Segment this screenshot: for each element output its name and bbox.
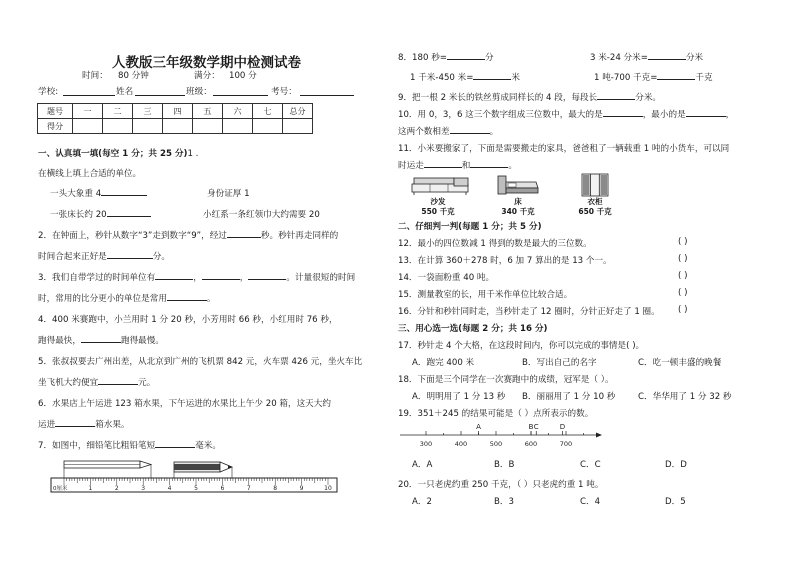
q5-line-1: 5．张叔叔要去广州出差，从北京到广州的飞机票 842 元，火车票 426 元，坐火车比: [38, 357, 363, 367]
q10-text: 这两个数相差: [398, 127, 450, 137]
q8-text: 1 千米-450 米=: [410, 73, 474, 83]
q1-fill-2: 身份证厚 1: [207, 189, 250, 199]
q2-text: 2．在钟面上，秒针从数字“3”走到数字“9”，经过: [38, 231, 227, 241]
q20-option-a[interactable]: A．2: [412, 497, 432, 507]
bed-icon: [496, 174, 540, 196]
q7-text: 毫米。: [195, 441, 221, 451]
score-input-cell[interactable]: [103, 119, 133, 134]
section-3-title: 三、用心选一选(每题 2 分；共 16 分): [398, 324, 548, 334]
score-cell: 一: [73, 104, 103, 119]
thin-pencil-icon: [64, 461, 151, 478]
q8-line-1a: [398, 51, 494, 63]
q9-text: 9．把一根 2 米长的铁丝剪成同样长的 4 段，每段长: [398, 93, 598, 103]
score-input-cell[interactable]: [283, 119, 313, 134]
time-label: 时间：: [82, 71, 108, 81]
judge-14: 14．一袋面粉重 40 吨。: [398, 273, 495, 283]
score-cell: 二: [103, 104, 133, 119]
ruler-tick-label: 3: [141, 485, 146, 492]
sofa-icon: [410, 174, 474, 196]
score-input-cell[interactable]: [253, 119, 283, 134]
q20-option-b[interactable]: B．3: [494, 497, 514, 507]
score-input-cell[interactable]: [223, 119, 253, 134]
q17-option-c[interactable]: C．吃一顿丰盛的晚餐: [638, 358, 722, 368]
q19-option-c[interactable]: C．C: [580, 460, 601, 470]
number-line-point-label: C: [533, 423, 539, 431]
wardrobe-name: 衣柜: [587, 197, 603, 206]
q3-line-2: [38, 292, 216, 304]
q2-line-2: [38, 250, 170, 262]
q8-line-2b: [594, 71, 713, 83]
q6-line-1: 6．水果店上午运进 123 箱水果，下午运进的水果比上午少 20 箱，这天大约: [38, 399, 331, 409]
judge-13-paren[interactable]: ( ): [678, 254, 688, 264]
score-table-header-row: [38, 104, 313, 119]
number-line-point-label: A: [476, 423, 481, 431]
score-input-cell[interactable]: [133, 119, 163, 134]
score-cell: 总分: [283, 104, 313, 119]
q4-line-1: 4．400 米赛跑中，小兰用时 1 分 20 秒，小芳用时 66 秒，小红用时 76 秒，: [38, 315, 338, 325]
q20-option-c[interactable]: C．4: [580, 497, 601, 507]
wardrobe-weight: 650 千克: [578, 207, 612, 216]
number-line-arrow: [596, 433, 602, 438]
q6-line-2: [38, 418, 130, 430]
score-value: 100 分: [229, 71, 257, 81]
ruler-tick-label: 6: [220, 485, 225, 492]
answer-blank[interactable]: [155, 271, 193, 280]
judge-12-paren[interactable]: ( ): [678, 237, 688, 247]
q8-line-2a: [410, 71, 520, 83]
q18-option-b[interactable]: B．丽丽用了 1 分 10 秒: [522, 392, 616, 402]
q11-text: 时运走: [398, 161, 424, 171]
q19-option-b[interactable]: B．B: [494, 460, 515, 470]
score-table-score-row: [38, 119, 313, 134]
score-cell: 四: [163, 104, 193, 119]
answer-blank[interactable]: [98, 376, 138, 385]
q3-text: 。计量很短的时间: [286, 273, 356, 283]
answer-blank[interactable]: [227, 229, 261, 238]
ruler-tick-label: 7: [246, 485, 251, 492]
judge-15: 15．测量教室的长，用千米作单位比较合适。: [398, 290, 573, 300]
q11-line-1: 11．小米要搬家了，下面是需要搬走的家具，爸爸租了一辆载重 1 吨的小货车，可以同: [398, 144, 730, 154]
answer-blank[interactable]: [167, 292, 207, 301]
judge-14-paren[interactable]: ( ): [678, 271, 688, 281]
answer-blank[interactable]: [597, 91, 635, 100]
q8-text: 米: [511, 73, 521, 83]
q1-fill-1-text: 一头大象重 4: [50, 189, 102, 199]
q20-option-d[interactable]: D．5: [665, 497, 686, 507]
ruler-tick-label: 2: [114, 485, 119, 492]
q10-text: ，最小的是: [642, 110, 686, 120]
q5-text: 元。: [138, 378, 156, 388]
q8-text: 8．180 秒=: [398, 53, 447, 63]
ruler-zero-label: 0厘米: [53, 486, 68, 492]
number-line-label: 700: [559, 440, 573, 448]
ruler-tick-label: 8: [273, 485, 278, 492]
q2-text: 秒。秒针再走同样的: [260, 231, 339, 241]
score-cell: 五: [193, 104, 223, 119]
score-input-cell[interactable]: [73, 119, 103, 134]
q8-text: 分米: [685, 53, 704, 63]
thick-pencil-icon: [174, 462, 232, 478]
ruler-figure: [50, 458, 340, 494]
answer-blank[interactable]: [107, 250, 153, 259]
q6-text: 箱水果。: [95, 420, 130, 430]
q11-text: 。: [508, 161, 518, 171]
q9-line: [398, 91, 661, 103]
q19-stem: 19．351＋245 的结果可能是（ ）点所表示的数。: [398, 409, 594, 419]
section-1-tail: 1 .: [187, 149, 199, 159]
q19-option-a[interactable]: A．A: [412, 460, 433, 470]
name-field[interactable]: [135, 87, 185, 96]
q17-option-a[interactable]: A．跑完 400 米: [412, 358, 475, 368]
q3-text: 。: [206, 294, 216, 304]
score-cell: 得分: [38, 119, 73, 134]
ruler-tick-label: 10: [324, 485, 332, 492]
number-line-label: 500: [489, 440, 503, 448]
q8-line-1b: [590, 51, 703, 63]
judge-12: 12．最小的四位数减 1 得到的数是最大的三位数。: [398, 239, 592, 249]
q8-text: 千克: [695, 73, 713, 83]
number-line-point-label: B: [528, 423, 534, 431]
q2-text: 分。: [152, 252, 170, 262]
judge-16-paren[interactable]: ( ): [678, 305, 688, 315]
q20-stem: 20．一只老虎约重 250 千克，（ ）只老虎约重 1 吨。: [398, 480, 604, 490]
number-line-point-label: D: [559, 423, 566, 431]
bed-weight: 340 千克: [501, 207, 535, 216]
school-field[interactable]: [63, 87, 115, 96]
answer-blank[interactable]: [603, 108, 643, 117]
answer-blank[interactable]: [470, 159, 508, 168]
q5-line-2: [38, 376, 155, 388]
ruler-tick-label: 1: [88, 485, 93, 492]
class-field[interactable]: [213, 87, 268, 96]
class-label: 班级：: [186, 87, 212, 97]
q9-text: 分米。: [635, 93, 662, 103]
section-1-header: [38, 147, 198, 159]
q7-line-1: [38, 439, 221, 451]
q2-line-1: [38, 229, 338, 241]
q6-text: 运进: [38, 420, 56, 430]
q3-text: 时，常用的比分更小的单位是常用: [38, 294, 167, 304]
answer-blank[interactable]: [424, 159, 462, 168]
exam-no-field[interactable]: [300, 87, 354, 96]
q7-text: 7．如图中，细铅笔比粗铅笔短: [38, 441, 156, 451]
section-1-title: 一、认真填一填(每空 1 分；共 25 分): [38, 149, 188, 159]
q4-text: 跑得最快，: [38, 336, 81, 346]
answer-blank[interactable]: [447, 51, 485, 60]
q4-line-2: [38, 334, 164, 346]
q1-fill-3: [50, 208, 151, 220]
answer-blank[interactable]: [473, 71, 511, 80]
score-table: [37, 103, 313, 134]
score-cell: 七: [253, 104, 283, 119]
answer-blank[interactable]: [450, 125, 490, 134]
page-title: 人教版三年级数学期中检测试卷: [112, 55, 301, 71]
q18-option-c[interactable]: C．华华用了 1 分 32 秒: [638, 392, 732, 402]
score-input-cell[interactable]: [193, 119, 223, 134]
q8-text: 分: [485, 53, 494, 63]
q2-text: 时间合起来正好是: [38, 252, 107, 262]
ruler-tick-label: 4: [167, 485, 172, 492]
q10-line-2: [398, 125, 498, 137]
number-line-label: 600: [524, 440, 538, 448]
q1-fill-4: 小红系一条红领巾大约需要 20: [203, 210, 320, 220]
q11-line-2: [398, 159, 517, 171]
q18-option-a[interactable]: A．明明用了 1 分 13 秒: [412, 392, 506, 402]
q10-line-1: [398, 108, 734, 120]
judge-13: 13．在计算 360＋278 时，6 加 7 算出的是 13 个一。: [398, 256, 612, 266]
q3-text: ，: [193, 273, 202, 283]
score-cell: 六: [223, 104, 253, 119]
ruler-tick-label: 5: [194, 485, 198, 492]
q1-fill-3-text: 一张床长约 20: [50, 210, 107, 220]
answer-blank[interactable]: [248, 271, 286, 280]
q8-text: 1 吨-700 千克=: [594, 73, 658, 83]
q8-text: 3 米-24 分米=: [590, 53, 648, 63]
q4-text: 跑得最慢。: [120, 336, 164, 346]
answer-blank[interactable]: [686, 108, 726, 117]
answer-blank[interactable]: [107, 208, 151, 217]
judge-15-paren[interactable]: ( ): [678, 288, 688, 298]
q1-intro: 在横线上填上合适的单位。: [38, 169, 142, 179]
answer-blank[interactable]: [55, 418, 95, 427]
score-cell: 题号: [38, 104, 73, 119]
q17-stem: 17．秒针走 4 个大格，在这段时间内，你可以完成的事情是( )。: [398, 341, 645, 351]
q10-text: 。: [489, 127, 499, 137]
q3-text: ，: [239, 273, 249, 283]
exam-no-label: 考号：: [271, 87, 297, 97]
q11-text: 和: [461, 161, 471, 171]
q19-option-d[interactable]: D．D: [665, 460, 687, 470]
q3-text: 3．我们自带学过的时间单位有: [38, 273, 156, 283]
number-line-label: 300: [419, 440, 433, 448]
q5-text: 坐飞机大约便宜: [38, 378, 99, 388]
name-label: 姓名: [116, 87, 134, 97]
answer-blank[interactable]: [648, 51, 686, 60]
wardrobe-icon: [580, 173, 610, 197]
q3-line-1: [38, 271, 355, 283]
q10-text: 10．用 0，3，6 这三个数字组成三位数中，最大的是: [398, 110, 603, 120]
score-label: 满分：: [194, 71, 220, 81]
ruler-tick-label: 9: [299, 485, 304, 492]
q1-fill-1: [50, 187, 147, 199]
answer-blank[interactable]: [155, 439, 195, 448]
time-value: 80 分钟: [118, 71, 149, 81]
sofa-weight: 550 千克: [421, 207, 455, 216]
q10-text: ，: [725, 110, 735, 120]
bed-name: 床: [514, 197, 522, 206]
section-2-title: 二、仔细判一判(每题 1 分；共 5 分): [398, 222, 542, 232]
answer-blank[interactable]: [81, 334, 121, 343]
score-cell: 三: [133, 104, 163, 119]
answer-blank[interactable]: [101, 187, 147, 196]
number-line-label: 400: [454, 440, 468, 448]
number-line-figure: [398, 422, 608, 450]
school-label: 学校:: [38, 87, 59, 97]
answer-blank[interactable]: [202, 271, 240, 280]
sofa-name: 沙发: [430, 197, 446, 206]
q17-option-b[interactable]: B．写出自己的名字: [522, 358, 597, 368]
answer-blank[interactable]: [657, 71, 695, 80]
q18-stem: 18．下面是三个同学在一次赛跑中的成绩，冠军是（ ）。: [398, 375, 614, 385]
score-input-cell[interactable]: [163, 119, 193, 134]
judge-16: 16．分针和秒针同时走，当秒针走了 12 圈时，分针正好走了 1 圈。: [398, 307, 660, 317]
